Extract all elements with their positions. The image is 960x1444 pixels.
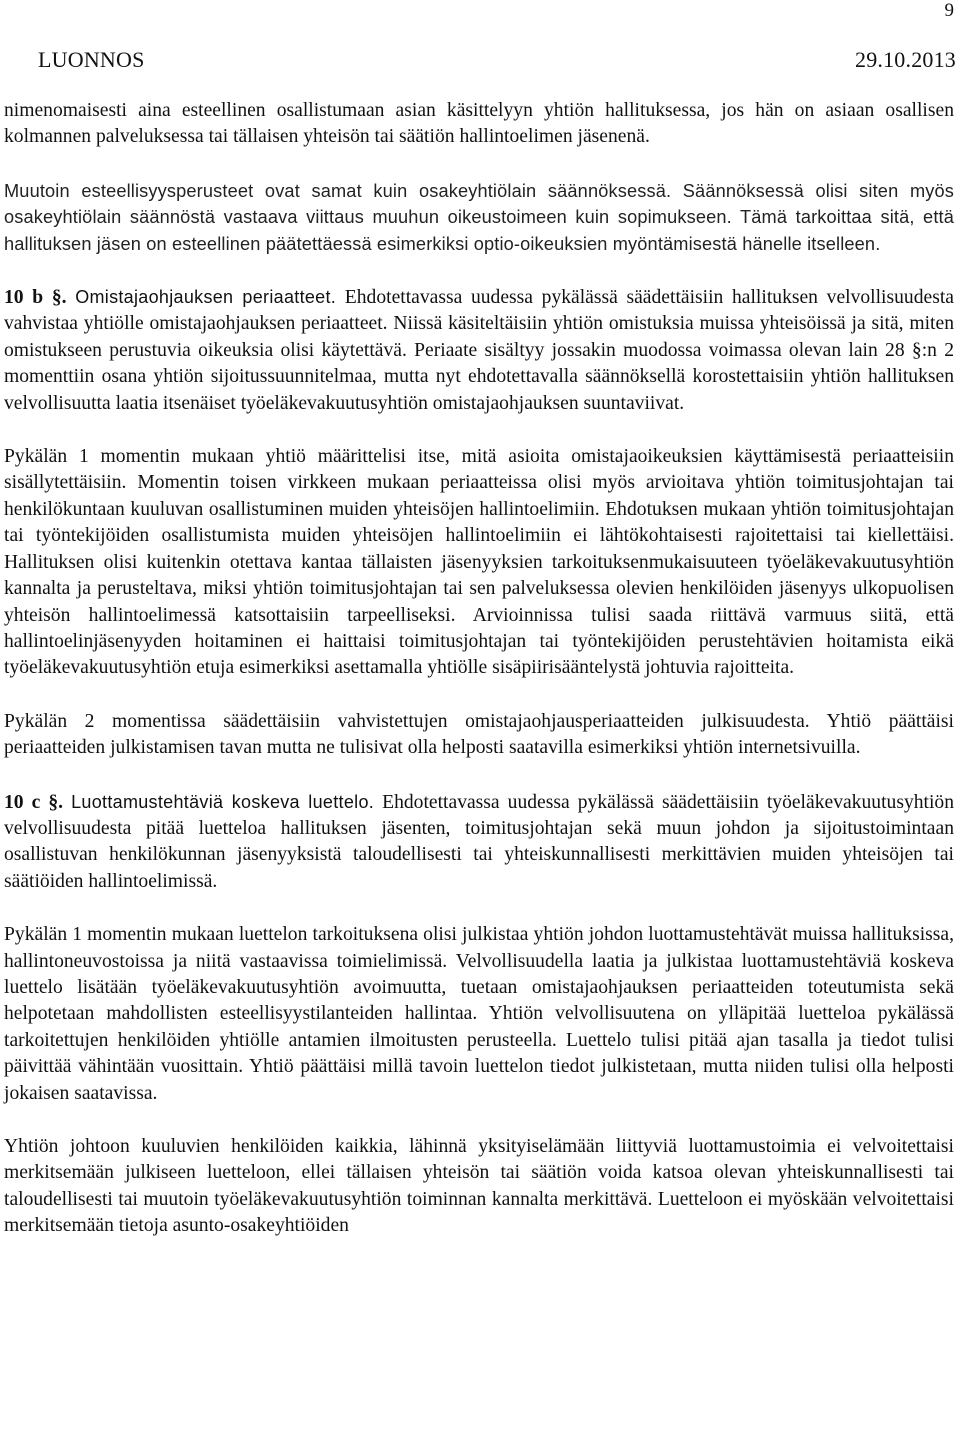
header-date: 29.10.2013 bbox=[855, 47, 956, 72]
section-number: 10 c §. bbox=[4, 791, 64, 813]
draft-label: LUONNOS bbox=[38, 47, 145, 72]
paragraph: Pykälän 1 momentin mukaan yhtiö määrittelisi itse, mitä asioita omistajaoikeuksien käyttämisestä periaatteisiin sisällytettäisiin. Momentin toisen virkkeen mukaan periaatteissa olisi myös arvioitava yhtiön toimitusjohtajan tai henkilökuntaan kuuluvan osallistuminen muiden yhteisöjen hallintoelimiin. Ehdotuksen mukaan yhtiön toimitusjohtajan tai työntekijöiden osallistumista muiden yhteisöjen hallintoelimiin ei lähtökohtaisesti rajoitettaisi tai kiellettäisi. Hallituksen olisi kuitenkin otettava kantaa tällaisten jäsenyyksien tarkoituksenmukaisuuteen työeläkevakuutusyhtiön kannalta ja perusteltava, miksi yhtiön toimitusjohtajan tai sen palveluksessa olevien henkilöiden jäsenyys ulkopuolisen yhteisön hallintoelimessä katsottaisiin tarpeelliseksi. Arvioinnissa tulisi saada riittävä varmuus siitä, että hallintoelinjäsenyyden hoitaminen ei haittaisi toimitusjohtajan tai työntekijöiden perustehtävien hoitamista eikä työeläkevakuutusyhtiön etuja esimerkiksi asettamalla yhtiölle sisäpiirisääntelystä johtuvia rajoitteita. bbox=[4, 446, 954, 679]
document-body bbox=[4, 98, 954, 1267]
page-header bbox=[38, 44, 956, 76]
paragraph: Yhtiön johtoon kuuluvien henkilöiden kaikkia, lähinnä yksityiselämään liittyviä luottamustoimia ei velvoitettaisi merkitsemään julkiseen luetteloon, ellei tällaisen yhteisön tai säätiön voida katsoa olevan yhteiskunnallisesti tai taloudellisesti tai muutoin työeläkevakuutusyhtiön toiminnan kannalta merkittävä. Luetteloon ei myöskään velvoitettaisi merkitsemään tietoja asunto-osakeyhtiöiden bbox=[4, 1136, 954, 1237]
paragraph: Pykälän 1 momentin mukaan luettelon tarkoituksena olisi julkistaa yhtiön johdon luottamustehtävät muissa hallituksissa, hallintoneuvostoissa ja niitä vastaavissa toimielimissä. Velvollisuudella laatia ja julkistaa luottamustehtäviä koskeva luettelo lisätään työeläkevakuutusyhtiön avoimuutta, tuetaan omistajaohjauksen periaatteiden toteutumista sekä helpotetaan mahdollisten esteellisyystilanteiden hallintaa. Yhtiön velvollisuutena on ylläpitää luetteloa pykälässä tarkoitettujen henkilöiden yhtiölle antamien ilmoitusten perusteella. Luettelo tulisi pitää ajan tasalla ja tiedot tulisi päivittää vähintään vuosittain. Yhtiö päättäisi millä tavoin luettelon tiedot julkistetaan, mutta niiden tulisi olla helposti jokaisen saatavissa. bbox=[4, 924, 954, 1104]
section-body: Ehdotettavassa uudessa pykälässä säädettäisiin työeläkevakuutusyhtiön velvollisuudesta pitää luetteloa hallituksen jäsenten, toimitusjohtajan sekä muun johdon ja sijoitustoimintaan osallistuvan henkilökunnan jäsenyyksistä taloudellisesti tai yhteiskunnallisesti merkittävien muiden yhteisöjen tai säätiöiden hallintoelimissä. bbox=[4, 791, 955, 892]
paragraph: Muutoin esteellisyysperusteet ovat samat kuin osakeyhtiölain säännöksessä. Säännöksessä olisi siten myös osakeyhtiölain säännöstä vastaava viittaus muuhun oikeustoimeen kuin sopimukseen. Tämä tarkoittaa sitä, että hallituksen jäsen on esteellinen päätettäessä esimerkiksi optio-oikeuksien myöntämisestä hänelle itselleen. bbox=[4, 180, 954, 254]
paragraph: nimenomaisesti aina esteellinen osallistumaan asian käsittelyyn yhtiön hallituksessa, jos hän on asiaan osallisen kolmannen palveluksessa tai tällaisen yhteisön tai säätiön hallintoelimen jäsenenä. bbox=[4, 100, 954, 148]
section-title: Luottamustehtäviä koskeva luettelo. bbox=[71, 791, 375, 812]
section-body: Ehdotettavassa uudessa pykälässä säädettäisiin hallituksen velvollisuudesta vahvistaa yhtiölle omistajaohjauksen periaatteet. Niissä käsiteltäisiin yhtiön omistuksia muissa yhteisöissä ja sitä, miten omistukseen perustuvia oikeuksia olisi käytettävä. Periaate sisältyy jossakin muodossa voimassa olevan lain 28 §:n 2 momenttiin osana yhtiön sijoitussuunnitelmaa, mutta nyt ehdotettavalla säännöksellä korostettaisiin yhtiön hallituksen velvollisuutta laatia itsenäiset työeläkevakuutusyhtiön omistajaohjauksen suuntaviivat. bbox=[4, 287, 954, 414]
paragraph: Pykälän 2 momentissa säädettäisiin vahvistettujen omistajaohjausperiaatteiden julkisuudesta. Yhtiö päättäisi periaatteiden julkistamisen tavan mutta ne tulisivat olla helposti saatavilla esimerkiksi yhtiön internetsivuilla. bbox=[4, 710, 954, 759]
section-title: Omistajaohjauksen periaatteet. bbox=[75, 287, 337, 308]
section-10b bbox=[4, 284, 954, 417]
section-number: 10 b §. bbox=[4, 287, 67, 309]
page-number: 9 bbox=[944, 0, 954, 21]
section-10c bbox=[4, 789, 954, 896]
